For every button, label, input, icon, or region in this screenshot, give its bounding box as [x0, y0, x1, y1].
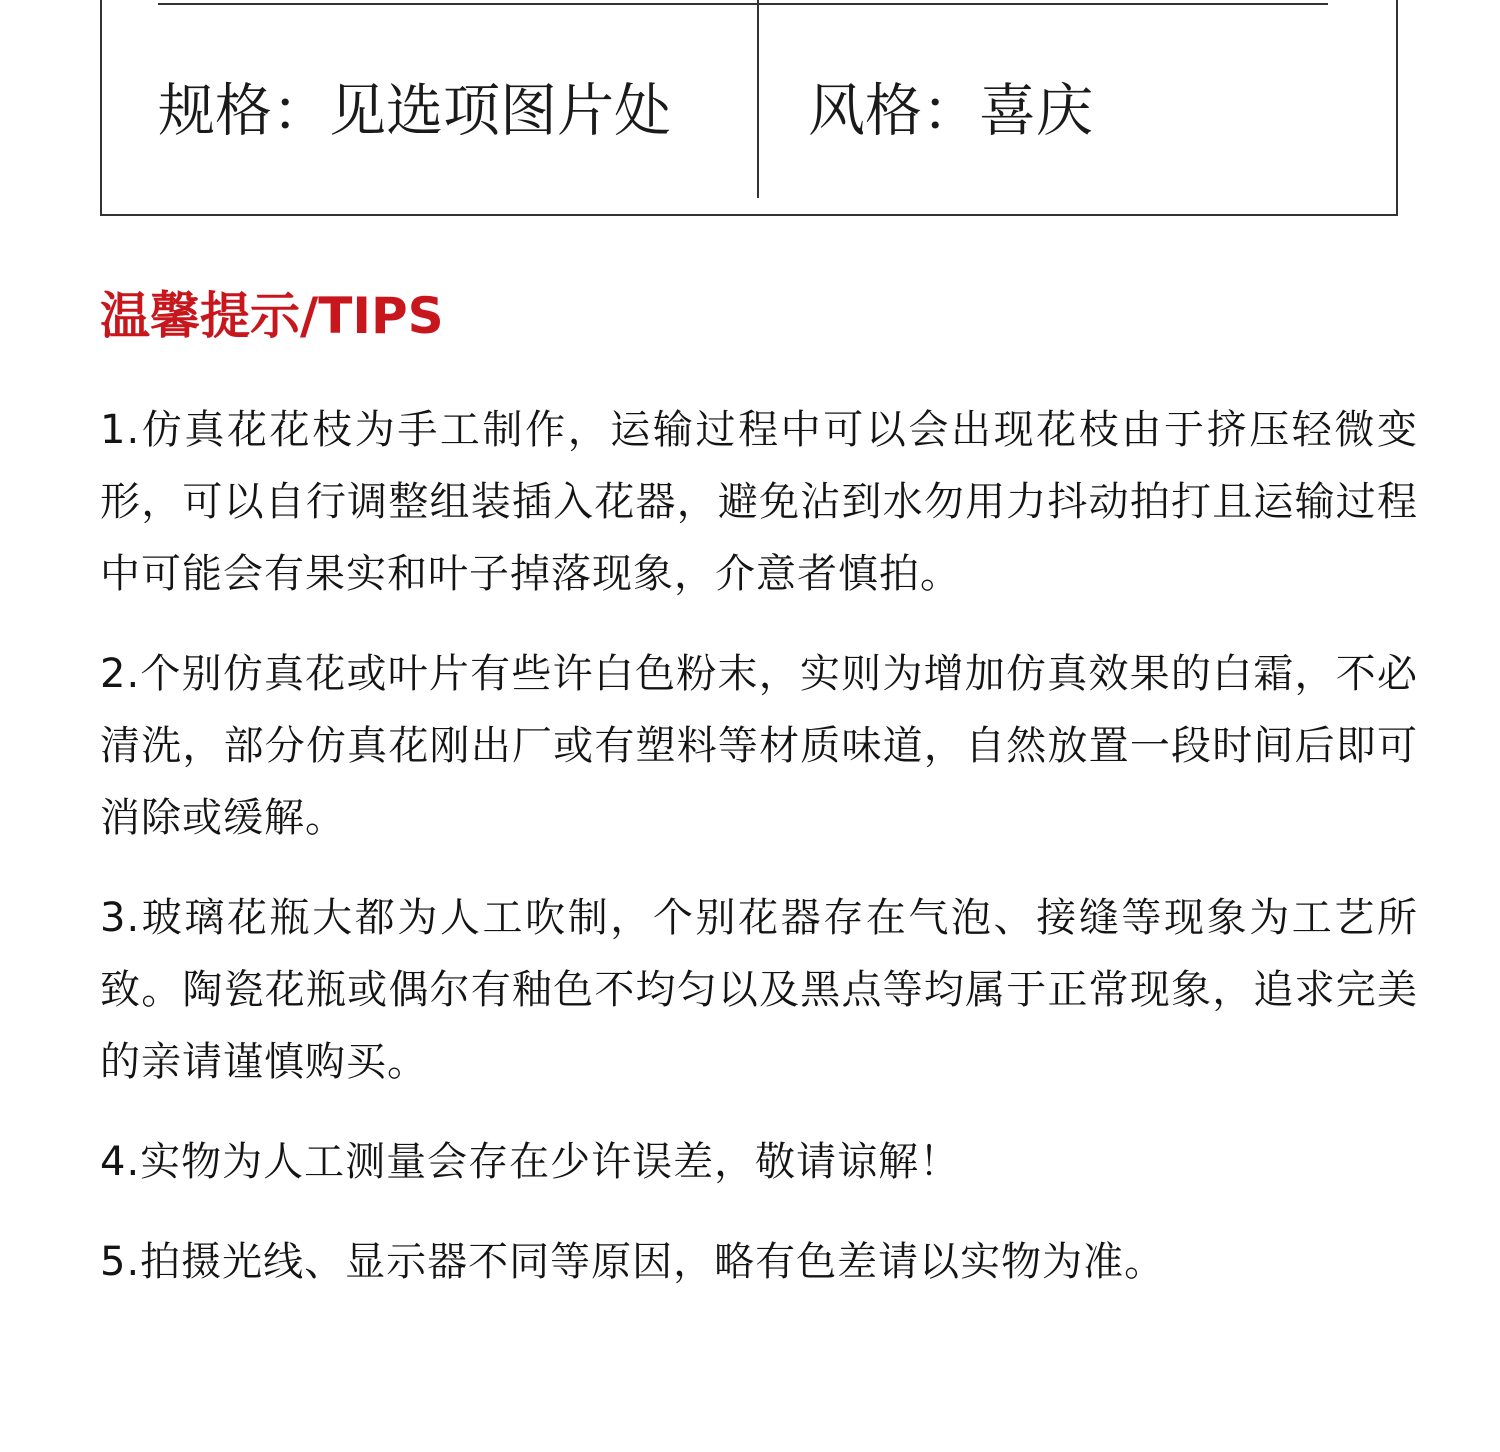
tip-item-5: 5.拍摄光线、显示器不同等原因，略有色差请以实物为准。: [100, 1239, 1166, 1285]
spec-table-top-line: [158, 3, 1328, 5]
tips-title: 温馨提示/TIPS: [100, 287, 444, 345]
spec-table: [100, 0, 1398, 216]
spec-size: 规格：见选项图片处: [158, 78, 671, 144]
tip-item-2: 2.个别仿真花或叶片有些许白色粉末，实则为增加仿真效果的白霜，不必清洗，部分仿真花刚出厂或有塑料等材质味道，自然放置一段时间后即可消除或缓解。: [100, 651, 1418, 841]
tip-item-4: 4.实物为人工测量会存在少许误差，敬请谅解！: [100, 1139, 961, 1185]
spec-style: 风格：喜庆: [808, 78, 1093, 144]
tip-item-3: 3.玻璃花瓶大都为人工吹制，个别花器存在气泡、接缝等现象为工艺所致。陶瓷花瓶或偶尔有釉色不均匀以及黑点等均属于正常现象，追求完美的亲请谨慎购买。: [100, 895, 1418, 1085]
spec-table-divider: [757, 0, 759, 198]
tips-list: [100, 394, 1418, 1326]
tip-item-1: 1.仿真花花枝为手工制作，运输过程中可以会出现花枝由于挤压轻微变形，可以自行调整组装插入花器，避免沾到水勿用力抖动拍打且运输过程中可能会有果实和叶子掉落现象，介意者慎拍。: [100, 407, 1418, 597]
